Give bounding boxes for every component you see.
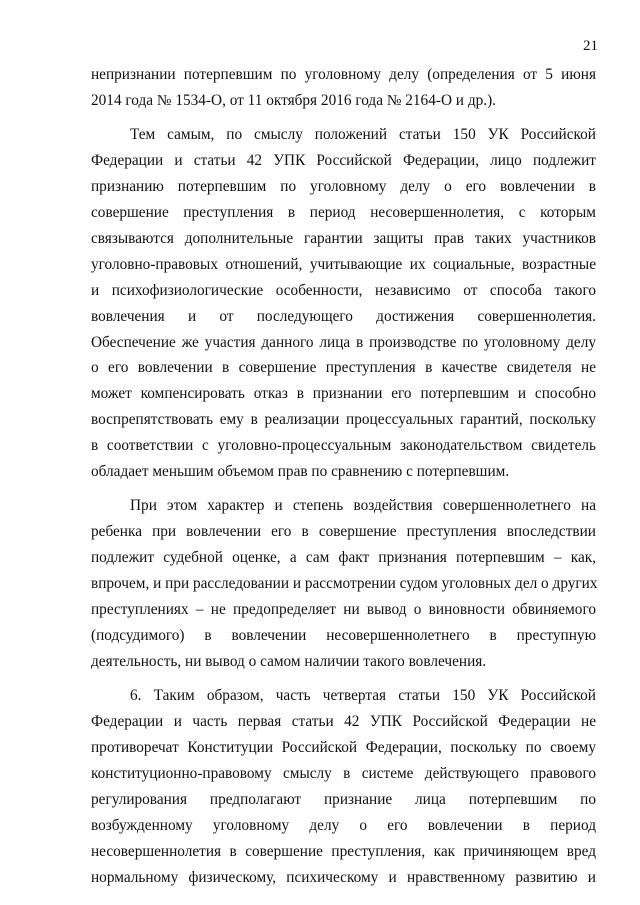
- page-number: 21: [583, 38, 598, 54]
- text-line: совершение преступления в период несовершеннолетия, с которым: [91, 204, 596, 222]
- text-line: преступлениях – не предопределяет ни вывод о виновности обвиняемого: [91, 601, 596, 618]
- text-line: 2014 года № 1534-О, от 11 октября 2016 года № 2164-О и др.).: [91, 91, 496, 109]
- text-line: уголовно-правовых отношений, учитывающие их социальные, возрастные: [91, 255, 596, 273]
- text-line: непризнании потерпевшим по уголовному делу (определения от 5 июня: [91, 66, 596, 83]
- text-line: в соответствии с уголовно-процессуальным законодательством свидетель: [91, 437, 596, 455]
- text-line: ребенка при вовлечении его в совершение преступления впоследствии: [91, 523, 596, 541]
- text-line: (подсудимого) в вовлечении несовершеннолетнего в преступную: [91, 626, 596, 644]
- text-line: Федерации и статьи 42 УПК Российской Федерации, лицо подлежит: [91, 152, 596, 170]
- text-line: вовлечения и от последующего достижения совершеннолетия.: [91, 307, 596, 325]
- text-line: связываются дополнительные гарантии защиты прав таких участников: [91, 229, 596, 247]
- text-line: обладает меньшим объемом прав по сравнению с потерпевшим.: [91, 462, 510, 480]
- text-line: 6. Таким образом, часть четвертая статьи 150 УК Российской: [130, 687, 596, 705]
- document-body: [91, 62, 596, 890]
- text-line: возбужденному уголовному делу о его вовлечении в период: [91, 816, 596, 834]
- text-line: Федерации и часть первая статьи 42 УПК Российской Федерации не: [91, 713, 596, 731]
- paragraph-3: [91, 493, 596, 674]
- text-line: впрочем, и при расследовании и рассмотрении судом уголовных дел о других: [91, 575, 598, 593]
- text-line: деятельность, ни вывод о самом наличии такого вовлечения.: [91, 652, 487, 670]
- text-line: и психофизиологические особенности, независимо от способа такого: [91, 281, 596, 299]
- text-line: противоречат Конституции Российской Федерации, поскольку по своему: [91, 739, 596, 757]
- paragraph-4: [91, 683, 596, 890]
- text-line: признанию потерпевшим по уголовному делу о его вовлечении в: [91, 178, 596, 196]
- text-line: несовершеннолетия в совершение преступления, как причиняющем вред: [91, 842, 596, 860]
- paragraph-continuation: [91, 62, 596, 114]
- text-line: При этом характер и степень воздействия совершеннолетнего на: [130, 497, 596, 515]
- text-line: регулирования предполагают признание лица потерпевшим по: [91, 790, 596, 808]
- text-line: Тем самым, по смыслу положений статьи 150 УК Российской: [130, 126, 596, 144]
- text-line: конституционно-правовому смыслу в системе действующего правового: [91, 764, 596, 782]
- text-line: подлежит судебной оценке, а сам факт признания потерпевшим – как,: [91, 549, 596, 567]
- text-line: может компенсировать отказ в признании его потерпевшим и способно: [91, 385, 596, 403]
- text-line: нормальному физическому, психическому и нравственному развитию и: [91, 868, 596, 886]
- text-line: воспрепятствовать ему в реализации процессуальных гарантий, поскольку: [91, 411, 596, 429]
- text-line: о его вовлечении в совершение преступления в качестве свидетеля не: [91, 359, 596, 377]
- paragraph-2: [91, 122, 596, 484]
- text-line: Обеспечение же участия данного лица в производстве по уголовному делу: [91, 333, 596, 351]
